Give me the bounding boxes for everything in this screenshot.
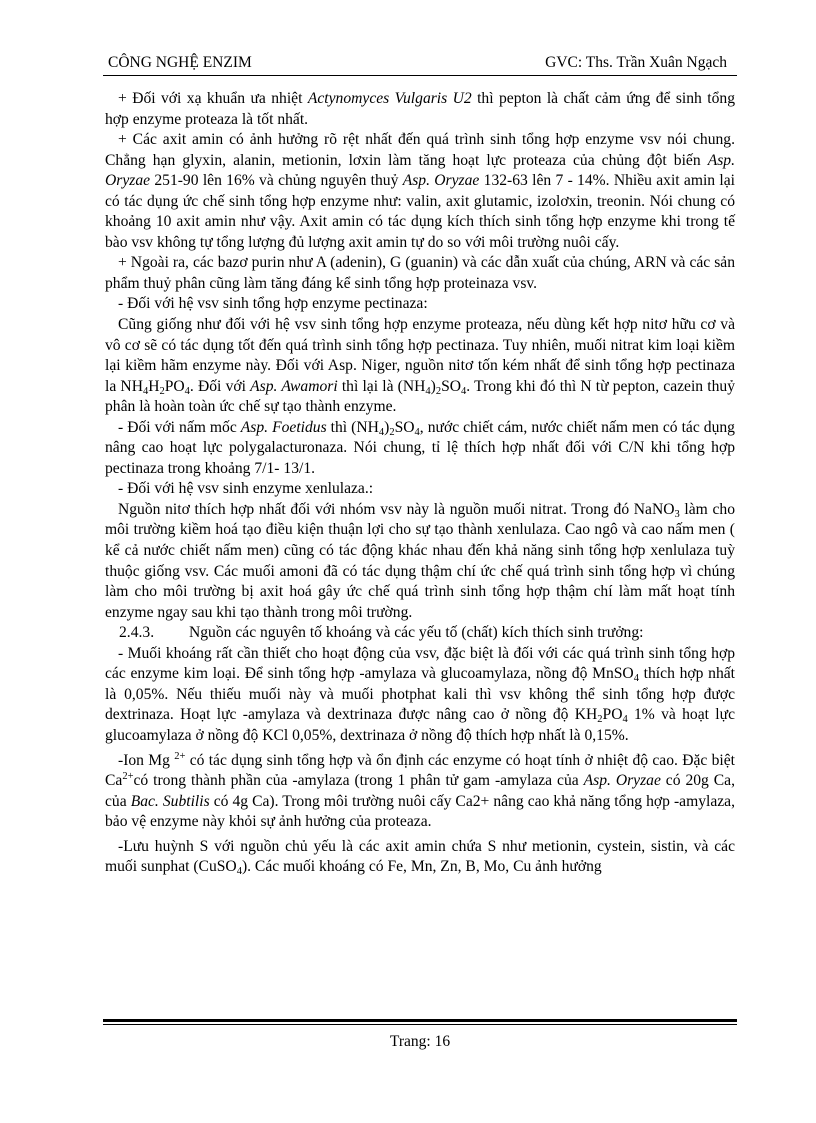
page-header xyxy=(103,52,737,74)
paragraph: - Đối với hệ vsv sinh enzyme xenlulaza.: xyxy=(118,480,374,498)
paragraph: - Đối với nấm mốc Asp. Foetidus thì $(NH_4)_2SO_4$, nước chiết cám, nước chiết nấm men có tác dụng nâng cao hoạt lực polygalacturonaza. Nói chung, tỉ lệ thích hợp nhất đối với C/N khi tổng hợp pectinaza trong khoảng 7/1- 13/1. xyxy=(105,418,735,477)
section-heading xyxy=(105,623,735,644)
paragraph: + Đối với xạ khuẩn ưa nhiệt Actynomyces Vulgaris U2 thì pepton là chất cảm ứng để sinh tổng hợp enzyme proteaza là tốt nhất. xyxy=(105,90,735,128)
section-number: 2.4.3. xyxy=(119,624,155,642)
lecturer-name: GVC: Ths. Trần Xuân Ngạch xyxy=(545,54,727,71)
paragraph: + Các axit amin có ảnh hưởng rõ rệt nhất đến quá trình sinh tổng hợp enzyme vsv nói chung. Chẳng hạn glyxin, alanin, metionin, lơxin làm tăng hoạt lực proteaza của chủng đột biến Asp. Oryzae 251-90 lên 16% và chủng nguyên thuỷ Asp. Oryzae 132-63 lên 7 - 14%. Nhiều axit amin lại có tác dụng ức chế sinh tổng hợp enzyme như: valin, axit glutamic, izolơxin, treonin. Nói chung có khoảng 10 axit amin như vậy. Axit amin có tác dụng kích thích sinh tổng hợp enzyme khi trong tế bào vsv không tự tổng lượng đủ lượng axit amin tự do so với môi trường nuôi cấy. xyxy=(105,131,735,251)
paragraph: Nguồn nitơ thích hợp nhất đối với nhóm vsv này là nguồn muối nitrat. Trong đó NaNO$_3$ làm cho môi trường kiềm hoá tạo điều kiện thuận lợi cho sự tạo thành xenlulaza. Cao ngô và cao nấm men ( kể cả nước chiết nấm men) cũng có tác động khác nhau đến khả năng sinh tổng hợp xenlulaza tuỳ thuộc giống vsv. Các muối amoni đã có tác dụng thậm chí ức chế quá trình sinh tổng hợp vì chúng làm cho môi trường bị axit hoá gây ức chế quá trình sinh tổng hợp thậm chí làm mất hoạt tính enzyme ngay sau khi tạo thành trong môi trường. xyxy=(105,500,735,621)
paragraph: Cũng giống như đối với hệ vsv sinh tổng hợp enzyme proteaza, nếu dùng kết hợp nitơ hữu cơ và vô cơ sẽ có tác dụng tốt đến quá trình sinh tổng hợp pectinaza. Tuy nhiên, muối nitrat kim loại kiềm lại kiềm hãm enzyme này. Đối với Asp. Niger, nguồn nitơ tốn kém nhất để sinh tổng hợp pectinaza la $NH_4H_2PO_4$. Đối với Asp. Awamori thì lại là $(NH_4)_2SO_4$. Trong khi đó thì N từ pepton, cazein thuỷ phân là hoàn toàn ức chế sự tạo thành enzyme. xyxy=(105,316,735,416)
header-rule xyxy=(103,75,737,76)
paragraph: -Ion Mg $^{2+}$ có tác dụng sinh tổng hợp và ổn định các enzyme có hoạt tính ở nhiệt độ cao. Đặc biệt $Ca^{2+}có$ trong thành phần của -amylaza (trong 1 phân tử gam -amylaza của Asp. Oryzae có 20g Ca, của Bac. Subtilis có 4g Ca). Trong môi trường nuôi cấy Ca2+ nâng cao khả năng tổng hợp -amylaza, bảo vệ enzyme này khỏi sự ảnh hưởng của proteaza. xyxy=(105,750,735,831)
course-title: CÔNG NGHỆ ENZIM xyxy=(108,54,252,71)
paragraph: - Đối với hệ vsv sinh tổng hợp enzyme pectinaza: xyxy=(118,295,428,313)
page-number: Trang: 16 xyxy=(389,1033,451,1050)
document-body xyxy=(105,89,735,878)
paragraph: - Muối khoáng rất cần thiết cho hoạt động của vsv, đặc biệt là đối với các quá trình sinh tổng hợp các enzyme kim loại. Để sinh tổng hợp -amylaza và glucoamylaza, nồng độ MnSO$_4$ thích hợp nhất là 0,05%. Nếu thiếu muối này và muối photphat kali thì vsv không thể sinh tổng hợp được dextrinaza. Hoạt lực -amylaza và dextrinaza được nâng cao ở nồng độ $KH_2PO_4$ 1% và hoạt lực glucoamylaza ở nồng độ KCl 0,05%, dextrinaza ở nồng độ thích hợp nhất là 0,15%. xyxy=(105,644,735,744)
paragraph: -Lưu huỳnh S với nguồn chủ yếu là các axit amin chứa S như metionin, cystein, sistin, và các muối sunphat (CuSO$_4$). Các muối khoáng có Fe, Mn, Zn, B, Mo, Cu ảnh hưởng xyxy=(105,837,735,878)
footer-rule-thin xyxy=(103,1024,737,1025)
section-title: Nguồn các nguyên tố khoáng và các yếu tố (chất) kích thích sinh trưởng: xyxy=(189,624,644,642)
footer-rule-thick xyxy=(103,1019,737,1022)
paragraph: + Ngoài ra, các bazơ purin như A (adenin), G (guanin) và các dẫn xuất của chúng, ARN và các sản phẩm thuỷ phân cũng làm tăng đáng kể sinh tổng hợp proteinaza vsv. xyxy=(105,254,735,292)
